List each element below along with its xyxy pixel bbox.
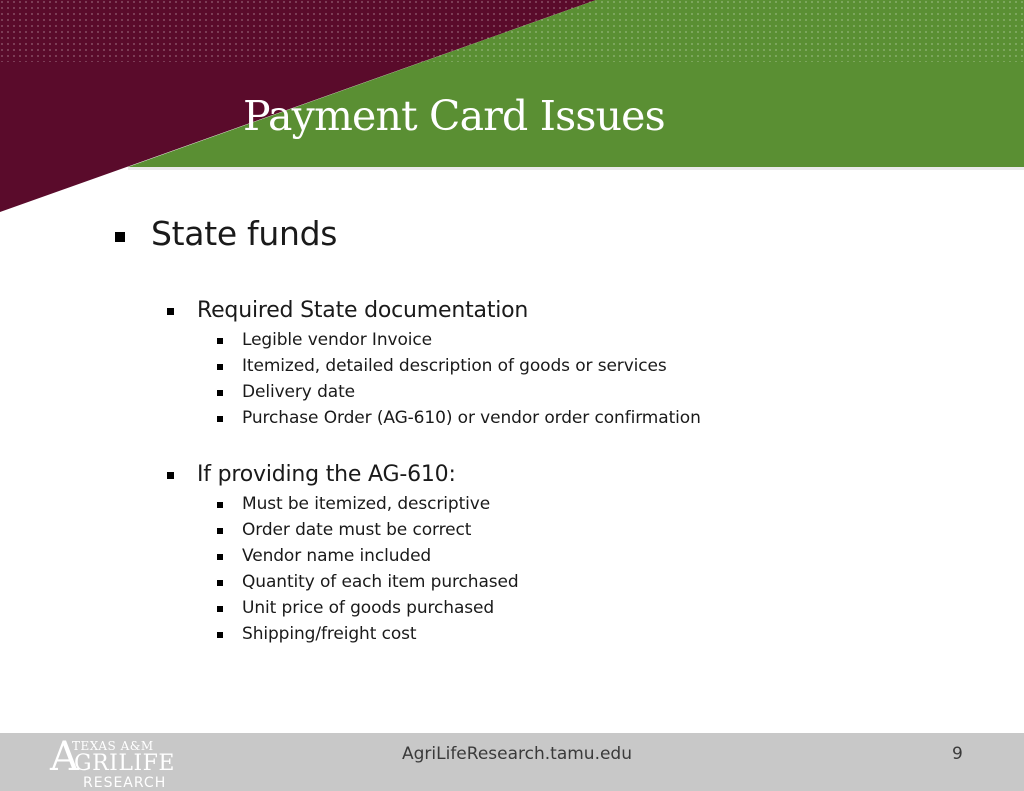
slide-title: Payment Card Issues bbox=[243, 92, 665, 140]
bullet-text: If providing the AG-610: bbox=[197, 462, 456, 487]
bullet-square-icon bbox=[217, 606, 223, 612]
list-item-text: Unit price of goods purchased bbox=[242, 598, 495, 618]
logo-top-text: TEXAS A&M bbox=[72, 739, 154, 753]
list-item-text: Order date must be correct bbox=[242, 520, 472, 540]
bullet-square-icon bbox=[217, 390, 223, 396]
bullet-square-icon bbox=[217, 632, 223, 638]
bullet-square-icon bbox=[217, 364, 223, 370]
bullet-square-icon bbox=[217, 528, 223, 534]
header-shadow bbox=[128, 167, 1024, 170]
list-item-text: Legible vendor Invoice bbox=[242, 330, 432, 350]
logo-middle-text: GRILIFE bbox=[74, 751, 175, 776]
list-item-text: Itemized, detailed description of goods or services bbox=[242, 356, 667, 376]
list-item-text: Quantity of each item purchased bbox=[242, 572, 519, 592]
page-number: 9 bbox=[952, 744, 963, 764]
agrilife-research-logo bbox=[50, 735, 190, 791]
list-item-text: Vendor name included bbox=[242, 546, 432, 566]
list-item-text: Must be itemized, descriptive bbox=[242, 494, 491, 514]
bullet-square-icon bbox=[167, 472, 174, 479]
footer-url[interactable]: AgriLifeResearch.tamu.edu bbox=[402, 744, 632, 764]
list-item-text: Delivery date bbox=[242, 382, 356, 402]
bullet-square-icon bbox=[217, 502, 223, 508]
dot-texture bbox=[0, 0, 1024, 62]
list-item-text: Shipping/freight cost bbox=[242, 624, 417, 644]
bullet-square-icon bbox=[217, 416, 223, 422]
footer-bar bbox=[0, 733, 1024, 791]
bullet-square-icon bbox=[115, 232, 125, 242]
bullet-square-icon bbox=[217, 580, 223, 586]
logo-bottom-text: RESEARCH bbox=[83, 775, 167, 791]
bullet-square-icon bbox=[167, 308, 174, 315]
bullet-text: Required State documentation bbox=[197, 298, 529, 323]
list-item-text: Purchase Order (AG-610) or vendor order confirmation bbox=[242, 408, 701, 428]
bullet-square-icon bbox=[217, 554, 223, 560]
bullet-text: State funds bbox=[151, 214, 338, 253]
logo-initial: A bbox=[50, 734, 79, 780]
bullet-square-icon bbox=[217, 338, 223, 344]
